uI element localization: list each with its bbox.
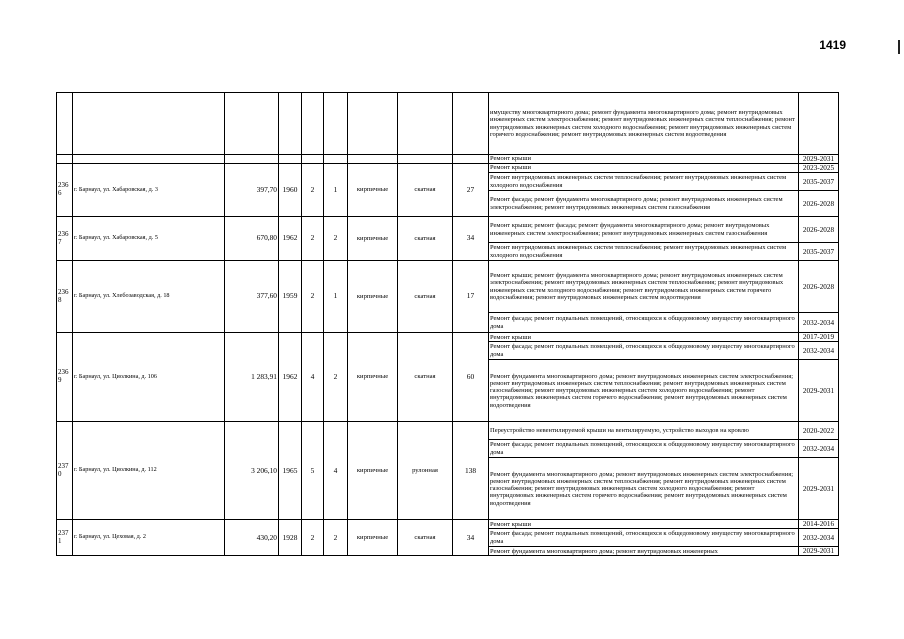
table-row [57,520,839,529]
entrances-cell: 4 [324,422,348,520]
apartments-cell: 17 [453,261,489,333]
address-cell: г. Барнаул, ул. Хабаровская, д. 3 [73,164,225,217]
work-description-cell: Ремонт фасада; ремонт подвальных помещений, относящихся к общедомовому имуществу многоквартирного дома [489,529,799,547]
entrances-cell [324,93,348,155]
house-number-cell: 2369 [57,333,73,422]
work-period-cell: 2032-2034 [799,440,839,458]
apartments-cell: 34 [453,217,489,261]
wall-material-cell: кирпичные [348,422,398,520]
page-number: 1419 [819,38,846,52]
apartments-cell [453,93,489,155]
roof-type-cell: скатная [398,333,453,422]
year-built-cell: 1928 [279,520,302,556]
table-row [57,164,839,173]
work-description-cell: Ремонт крыши [489,164,799,173]
work-period-cell: 2029-2031 [799,458,839,520]
year-built-cell: 1960 [279,164,302,217]
work-period-cell: 2026-2028 [799,217,839,243]
wall-material-cell [348,155,398,164]
wall-material-cell: кирпичные [348,217,398,261]
work-period-cell: 2017-2019 [799,333,839,342]
area-cell: 397,70 [225,164,279,217]
entrances-cell: 2 [324,520,348,556]
roof-type-cell: скатная [398,164,453,217]
year-built-cell: 1959 [279,261,302,333]
area-cell: 1 283,91 [225,333,279,422]
address-cell [73,93,225,155]
address-cell [73,155,225,164]
table-row [57,217,839,243]
floors-cell [302,155,324,164]
floors-cell [302,93,324,155]
address-cell: г. Барнаул, ул. Хлебозаводская, д. 18 [73,261,225,333]
floors-cell: 2 [302,164,324,217]
area-cell [225,155,279,164]
wall-material-cell: кирпичные [348,520,398,556]
work-period-cell: 2023-2025 [799,164,839,173]
area-cell [225,93,279,155]
wall-material-cell [348,93,398,155]
work-period-cell: 2029-2031 [799,547,839,556]
floors-cell: 2 [302,520,324,556]
apartments-cell: 34 [453,520,489,556]
work-period-cell: 2032-2034 [799,342,839,360]
address-cell: г. Барнаул, ул. Цеховая, д. 2 [73,520,225,556]
table-row [57,333,839,342]
floors-cell: 2 [302,217,324,261]
house-number-cell [57,93,73,155]
year-built-cell: 1962 [279,333,302,422]
work-period-cell: 2029-2031 [799,360,839,422]
work-period-cell: 2035-2037 [799,243,839,261]
floors-cell: 5 [302,422,324,520]
work-period-cell: 2035-2037 [799,173,839,191]
work-description-cell: Ремонт крыши [489,520,799,529]
area-cell: 3 206,10 [225,422,279,520]
roof-type-cell [398,93,453,155]
entrances-cell: 1 [324,164,348,217]
year-built-cell: 1962 [279,217,302,261]
work-period-cell: 2032-2034 [799,529,839,547]
entrances-cell [324,155,348,164]
roof-type-cell: скатная [398,520,453,556]
work-description-cell: Ремонт фасада; ремонт подвальных помещений, относящихся к общедомовому имуществу многоквартирного дома [489,342,799,360]
work-description-cell: имуществу многоквартирного дома; ремонт фундамента многоквартирного дома; ремонт внутридомовых инженерных систем электроснабжения; ремонт внутридомовых инженерных систем теплоснабжения; ремонт внутридомовых инженерных систем холодного водоснабжения; ремонт внутридомовых инженерных систем горячего водоснабжения; ремонт внутридомовых инженерных систем водоотведения [489,93,799,155]
apartments-cell [453,155,489,164]
roof-type-cell: скатная [398,261,453,333]
house-number-cell: 2367 [57,217,73,261]
work-period-cell: 2026-2028 [799,261,839,313]
address-cell: г. Барнаул, ул. Циолкина, д. 106 [73,333,225,422]
area-cell: 670,80 [225,217,279,261]
work-description-cell: Ремонт внутридомовых инженерных систем теплоснабжения; ремонт внутридомовых инженерных систем холодного водоснабжения [489,243,799,261]
work-description-cell: Ремонт фасада; ремонт подвальных помещений, относящихся к общедомовому имуществу многоквартирного дома [489,440,799,458]
work-description-cell: Ремонт фундамента многоквартирного дома; ремонт внутридомовых инженерных [489,547,799,556]
apartments-cell: 60 [453,333,489,422]
floors-cell: 4 [302,333,324,422]
work-description-cell: Ремонт крыши [489,155,799,164]
entrances-cell: 2 [324,217,348,261]
house-number-cell [57,155,73,164]
roof-type-cell: скатная [398,217,453,261]
year-built-cell [279,155,302,164]
entrances-cell: 2 [324,333,348,422]
floors-cell: 2 [302,261,324,333]
work-description-cell: Ремонт крыши; ремонт фундамента многоквартирного дома; ремонт внутридомовых инженерных систем электроснабжения; ремонт внутридомовых инженерных систем теплоснабжения; ремонт внутридомовых инженерных систем холодного водоснабжения; ремонт внутридомовых инженерных систем горячего водоснабжения; ремонт внутридомовых инженерных систем водоотведения [489,261,799,313]
work-description-cell: Ремонт фасада; ремонт фундамента многоквартирного дома; ремонт внутридомовых инженерных систем электроснабжения; ремонт внутридомовых инженерных систем газоснабжения [489,191,799,217]
entrances-cell: 1 [324,261,348,333]
table-row [57,155,839,164]
work-description-cell: Ремонт фундамента многоквартирного дома; ремонт внутридомовых инженерных систем электроснабжения; ремонт внутридомовых инженерных систем теплоснабжения; ремонт внутридомовых инженерных систем газоснабжения; ремонт внутридомовых инженерных систем холодного водоснабжения; ремонт внутридомовых инженерных систем горячего водоснабжения; ремонт внутридомовых инженерных систем водоотведения [489,458,799,520]
apartments-cell: 138 [453,422,489,520]
work-period-cell: 2026-2028 [799,191,839,217]
apartments-cell: 27 [453,164,489,217]
scan-artifact [898,40,900,54]
house-number-cell: 2371 [57,520,73,556]
repair-schedule-table [56,92,839,556]
work-description-cell: Ремонт крыши; ремонт фасада; ремонт фундамента многоквартирного дома; ремонт внутридомовых инженерных систем электроснабжения; ремонт внутридомовых инженерных систем газоснабжения [489,217,799,243]
work-period-cell: 2029-2031 [799,155,839,164]
wall-material-cell: кирпичные [348,164,398,217]
work-period-cell: 2014-2016 [799,520,839,529]
table-row [57,93,839,155]
area-cell: 377,60 [225,261,279,333]
table-row [57,422,839,440]
work-period-cell [799,93,839,155]
work-description-cell: Ремонт крыши [489,333,799,342]
roof-type-cell [398,155,453,164]
work-description-cell: Ремонт фасада; ремонт подвальных помещений, относящихся к общедомовому имуществу многоквартирного дома [489,313,799,333]
table-row [57,261,839,313]
work-period-cell: 2020-2022 [799,422,839,440]
year-built-cell: 1965 [279,422,302,520]
work-period-cell: 2032-2034 [799,313,839,333]
house-number-cell: 2368 [57,261,73,333]
work-description-cell: Переустройство невентилируемой крыши на вентилируемую, устройство выходов на кровлю [489,422,799,440]
address-cell: г. Барнаул, ул. Хабаровская, д. 5 [73,217,225,261]
work-description-cell: Ремонт фундамента многоквартирного дома; ремонт внутридомовых инженерных систем электроснабжения; ремонт внутридомовых инженерных систем теплоснабжения; ремонт внутридомовых инженерных систем газоснабжения; ремонт внутридомовых инженерных систем холодного водоснабжения; ремонт внутридомовых инженерных систем горячего водоснабжения; ремонт внутридомовых инженерных систем водоотведения [489,360,799,422]
house-number-cell: 2370 [57,422,73,520]
wall-material-cell: кирпичные [348,333,398,422]
address-cell: г. Барнаул, ул. Циолкина, д. 112 [73,422,225,520]
work-description-cell: Ремонт внутридомовых инженерных систем теплоснабжения; ремонт внутридомовых инженерных систем холодного водоснабжения [489,173,799,191]
house-number-cell: 2366 [57,164,73,217]
area-cell: 430,20 [225,520,279,556]
year-built-cell [279,93,302,155]
roof-type-cell: рулонная [398,422,453,520]
wall-material-cell: кирпичные [348,261,398,333]
